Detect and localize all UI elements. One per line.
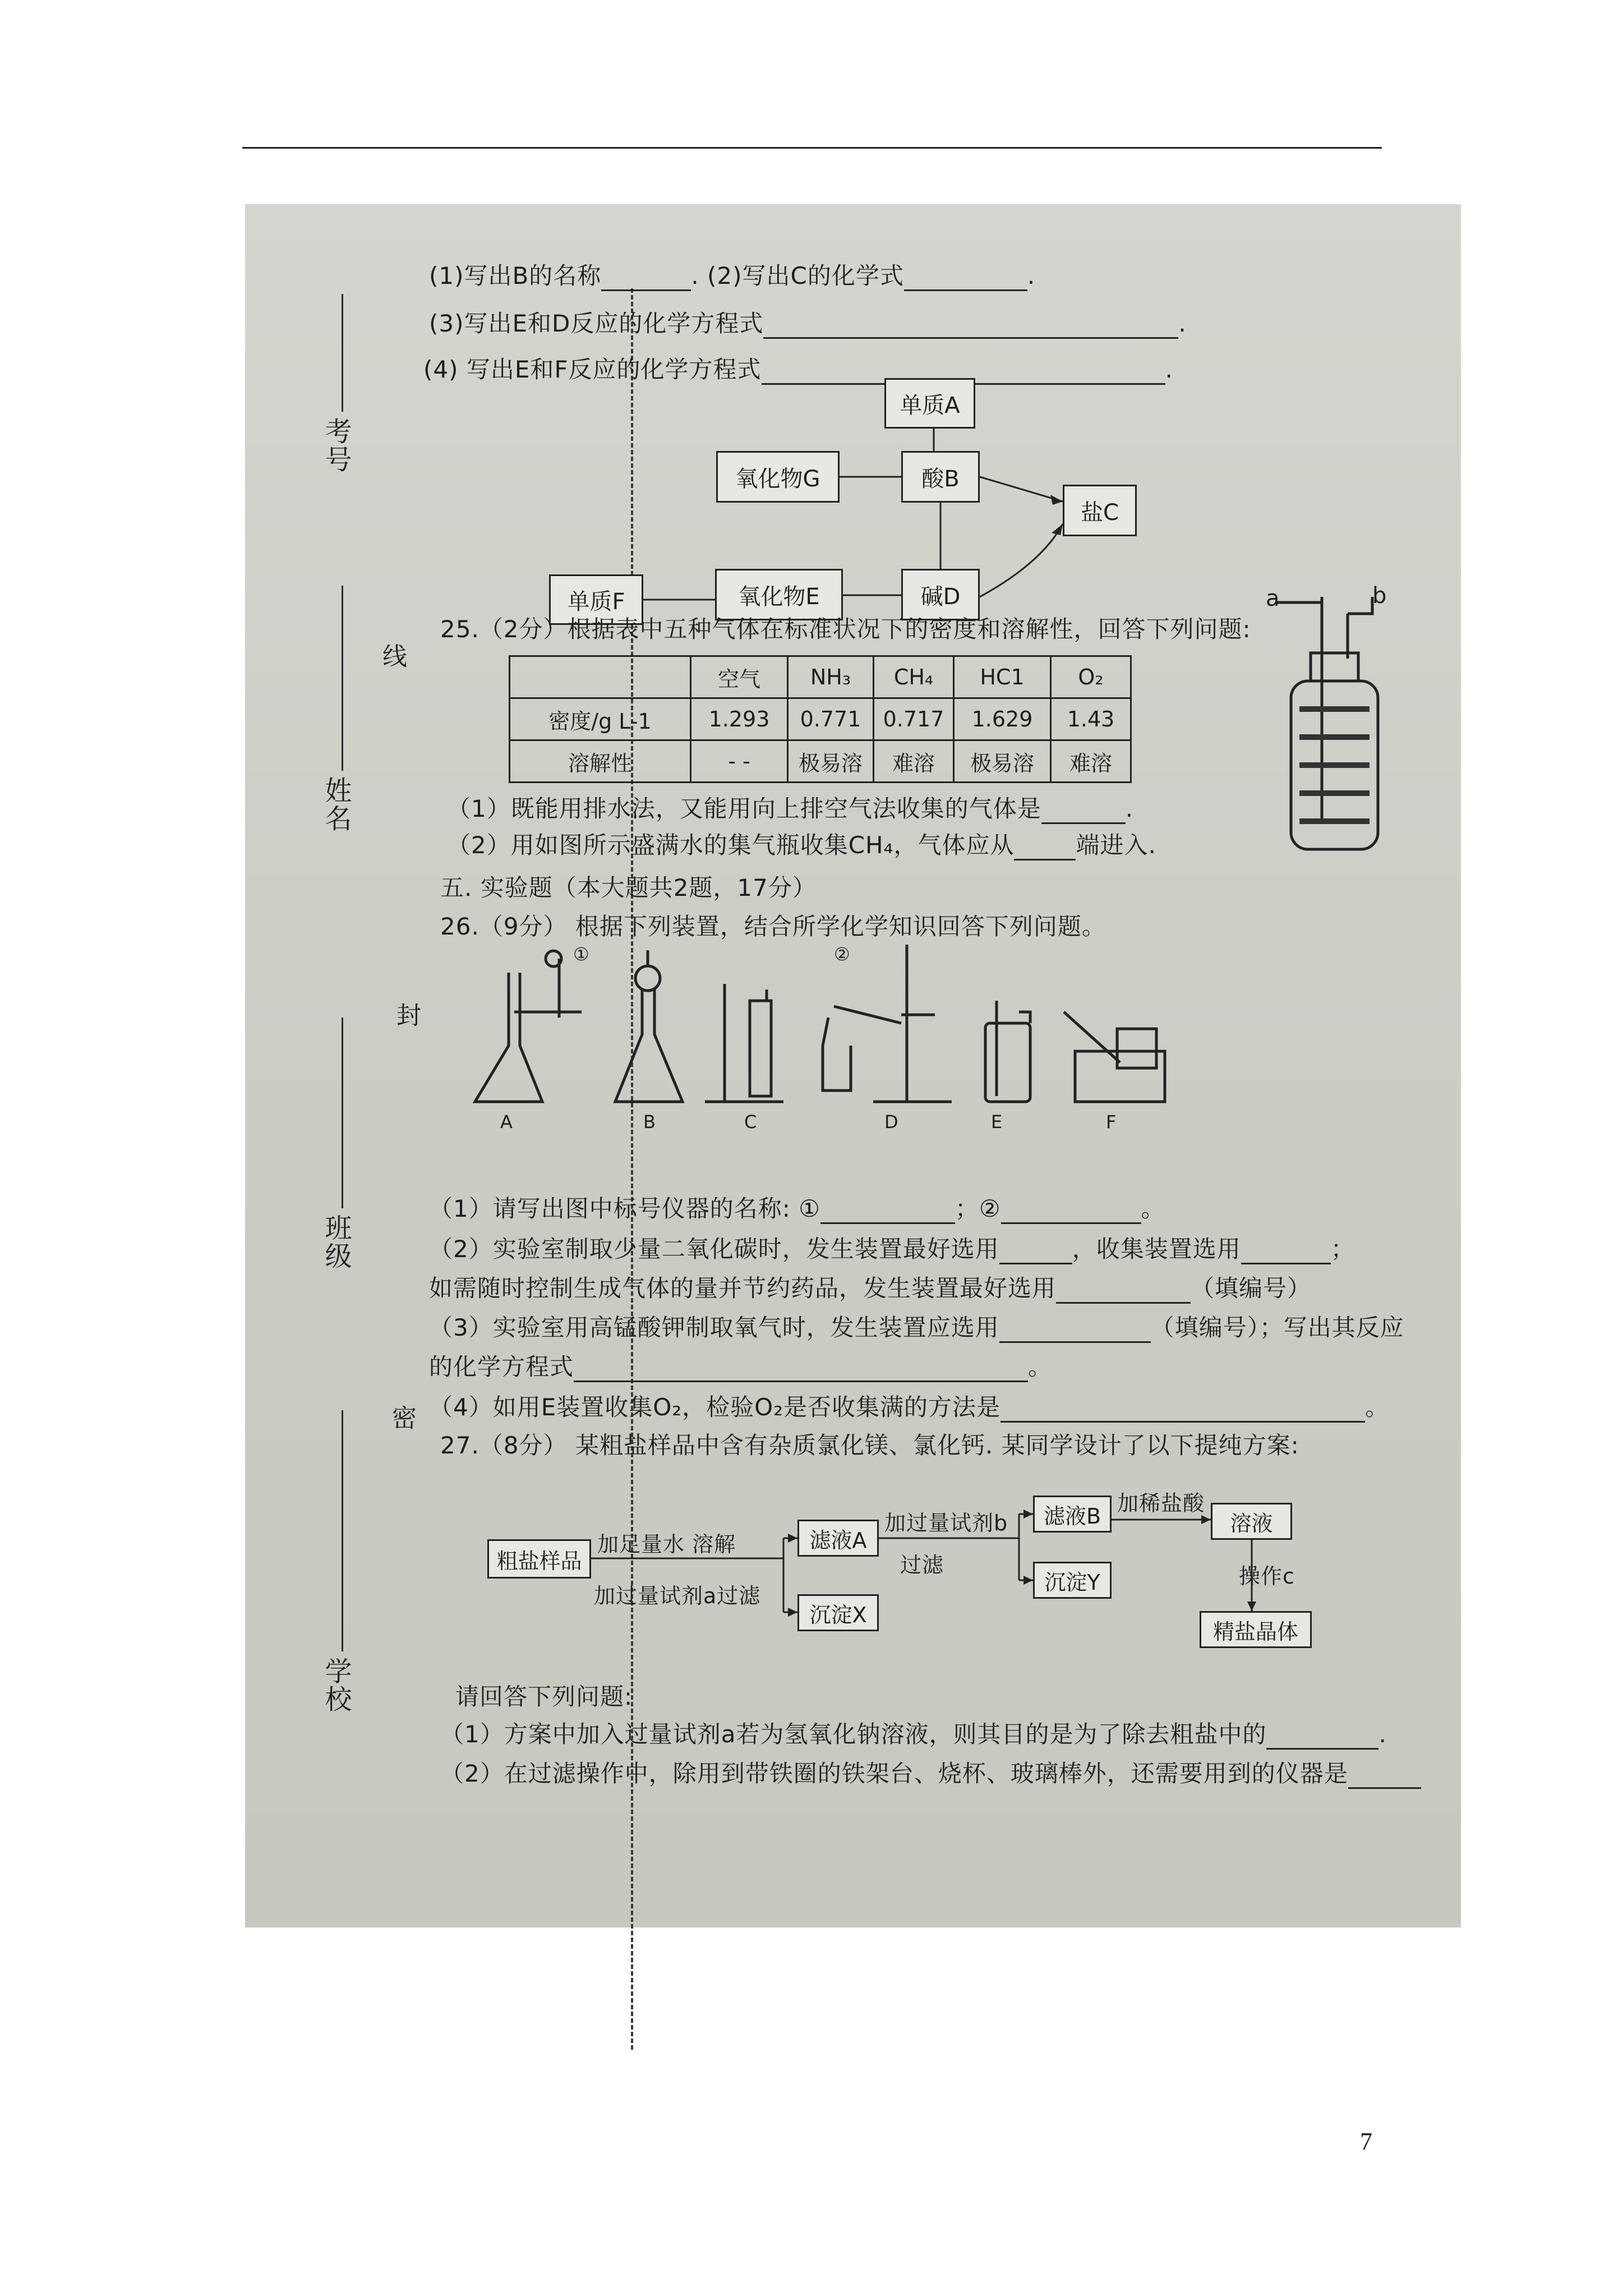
- node-oxide-g: 氧化物G: [716, 451, 840, 503]
- table-cell: 溶解性: [510, 740, 691, 783]
- q27-prompt: 请回答下列问题:: [455, 1683, 633, 1710]
- seal-char-seal: 封: [396, 1001, 421, 1030]
- table-cell: 极易溶: [954, 740, 1051, 783]
- q25-title: 25.（2分）根据表中五种气体在标准状况下的密度和溶解性，回答下列问题:: [440, 615, 1251, 643]
- node-simple-substance-f: 单质F: [549, 574, 643, 625]
- flow-filtrate-a: 滤液A: [797, 1520, 879, 1557]
- table-cell: O₂: [1051, 656, 1131, 698]
- flow-filtrate-b: 滤液B: [1033, 1496, 1112, 1533]
- table-cell: 0.717: [874, 698, 954, 740]
- q26-part4: （4）如用E装置收集O₂，检验O₂是否收集满的方法是 。: [429, 1389, 1389, 1423]
- page-number: 7: [1360, 2128, 1372, 2155]
- flow-step2b: 过滤: [900, 1553, 944, 1577]
- q25-part1: （1）既能用排水法，又能用向上排空气法收集的气体是 .: [447, 790, 1133, 824]
- school-label: 学校: [320, 1657, 352, 1713]
- table-cell: HC1: [954, 656, 1051, 698]
- q27-part1: （1）方案中加入过量试剂a若为氢氧化钠溶液，则其目的是为了除去粗盐中的 .: [440, 1716, 1387, 1750]
- exam-no-label: 考号: [320, 417, 352, 473]
- table-cell: 密度/g L-1: [510, 698, 691, 740]
- bottle-label-a: a: [1266, 586, 1280, 611]
- q26-part1: （1）请写出图中标号仪器的名称: ① ；② 。: [429, 1190, 1165, 1224]
- seal-char-close: 密: [392, 1404, 417, 1433]
- section-5-heading: 五. 实验题（本大题共2题，17分）: [440, 874, 817, 901]
- q26-title: 26.（9分） 根据下列装置，结合所学化学知识回答下列问题。: [440, 913, 1106, 940]
- flow-refined-salt: 精盐晶体: [1200, 1611, 1312, 1648]
- table-cell: 1.629: [954, 698, 1051, 740]
- table-cell: 0.771: [788, 698, 874, 740]
- table-cell: 空气: [691, 656, 788, 698]
- marker-1: ①: [573, 944, 590, 965]
- table-cell: NH₃: [788, 656, 874, 698]
- q26-part2: （2）实验室制取少量二氧化碳时，发生装置最好选用 ，收集装置选用 ；: [429, 1231, 1355, 1264]
- flow-step2a: 加过量试剂b: [884, 1511, 1008, 1535]
- table-cell: 1.293: [691, 698, 788, 740]
- table-cell: 极易溶: [788, 740, 874, 783]
- q27-part2: （2）在过滤操作中，除用到带铁圈的铁架台、烧杯、玻璃棒外，还需要用到的仪器是: [440, 1755, 1421, 1789]
- flow-solution: 溶液: [1211, 1503, 1292, 1540]
- apparatus-label-b: B: [643, 1111, 656, 1133]
- flow-precipitate-x: 沉淀X: [797, 1594, 879, 1631]
- apparatus-label-f: F: [1106, 1111, 1117, 1133]
- flow-step3: 加稀盐酸: [1117, 1491, 1205, 1516]
- q26-part3-cont: 的化学方程式 。: [429, 1349, 1052, 1382]
- q25-part2: （2）用如图所示盛满水的集气瓶收集CH₄，气体应从 端进入.: [447, 827, 1156, 861]
- header-rule: [242, 147, 1382, 149]
- table-cell: CH₄: [874, 656, 954, 698]
- flow-arrows: [245, 204, 1461, 1927]
- table-cell: - -: [691, 740, 788, 783]
- table-cell: 1.43: [1051, 698, 1131, 740]
- node-oxide-e: 氧化物E: [715, 569, 843, 620]
- scanned-exam-photo: [245, 204, 1461, 1927]
- apparatus-label-c: C: [744, 1111, 758, 1133]
- q24-part3: (3)写出E和D反应的化学方程式 .: [429, 305, 1187, 339]
- q26-part2-cont: 如需随时控制生成气体的量并节约药品，发生装置最好选用 （填编号）: [429, 1270, 1311, 1304]
- blank-instrument[interactable]: [1348, 1766, 1421, 1789]
- apparatus-label-a: A: [500, 1111, 513, 1133]
- flow-operation-c: 操作c: [1239, 1564, 1295, 1589]
- node-simple-substance-a: 单质A: [884, 378, 975, 429]
- apparatus-label-d: D: [884, 1111, 899, 1133]
- node-acid-b: 酸B: [901, 451, 980, 503]
- apparatus-label-e: E: [991, 1111, 1003, 1133]
- flow-crude-salt: 粗盐样品: [487, 1539, 591, 1579]
- q26-part3: （3）实验室用高锰酸钾制取氧气时，发生装置应选用 （填编号）；写出其反应: [429, 1309, 1404, 1343]
- bottle-label-b: b: [1372, 583, 1387, 609]
- flow-step1b: 加过量试剂a过滤: [594, 1584, 761, 1608]
- seal-char-line: 线: [382, 642, 407, 671]
- marker-2: ②: [834, 944, 851, 965]
- table-cell: 难溶: [874, 740, 954, 783]
- q27-title: 27.（8分） 某粗盐样品中含有杂质氯化镁、氯化钙. 某同学设计了以下提纯方案:: [440, 1432, 1299, 1459]
- flow-step1a: 加足量水 溶解: [597, 1532, 736, 1557]
- flow-precipitate-y: 沉淀Y: [1033, 1562, 1112, 1599]
- class-label: 班级: [320, 1214, 352, 1270]
- node-salt-c: 盐C: [1063, 485, 1137, 536]
- q24-part1: (1)写出B的名称 . (2)写出C的化学式 .: [429, 257, 1035, 291]
- table-cell: 难溶: [1051, 740, 1131, 783]
- q24-part4: (4) 写出E和F反应的化学方程式 .: [423, 351, 1173, 385]
- blank-impurity[interactable]: [1266, 1727, 1378, 1750]
- name-label: 姓名: [320, 776, 352, 832]
- node-base-d: 碱D: [901, 569, 980, 620]
